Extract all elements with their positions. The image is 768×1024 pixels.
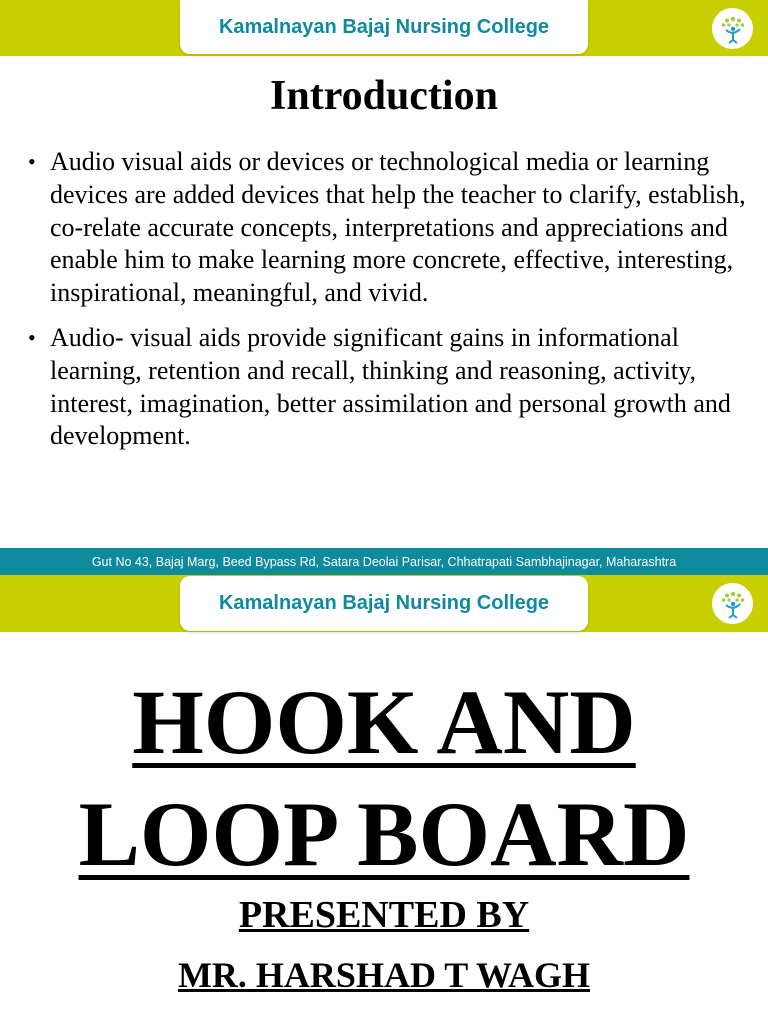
slide-title: Introduction xyxy=(270,73,498,119)
college-name: Kamalnayan Bajaj Nursing College xyxy=(218,592,550,614)
presenter-name: MR. HARSHAD T WAGH xyxy=(177,955,591,995)
college-name: Kamalnayan Bajaj Nursing College xyxy=(218,15,550,38)
bullet-dot-icon: • xyxy=(28,149,36,174)
list-item xyxy=(28,322,750,453)
college-name-tab xyxy=(180,576,588,631)
bullet-text: Audio- visual aids provide significant gains in informational learning, retention and recall, thinking and reasoning, activity, interest, imagination, better assimilation and personal growth and development. xyxy=(50,322,731,451)
tree-figure-logo-icon xyxy=(712,583,753,624)
slide-title-card xyxy=(0,575,768,1024)
main-title xyxy=(0,666,768,890)
bullet-dot-icon: • xyxy=(28,324,36,350)
bullet-list xyxy=(28,146,750,453)
tree-figure-logo-icon xyxy=(712,8,753,49)
title-line-1: HOOK AND xyxy=(132,671,636,773)
list-item xyxy=(28,146,750,310)
college-name-tab xyxy=(180,0,588,54)
presented-by-label: PRESENTED BY xyxy=(238,894,530,936)
address-text: Gut No 43, Bajaj Marg, Beed Bypass Rd, Satara Deolai Parisar, Chhatrapati Sambhajinagar, Maharashtra xyxy=(91,554,677,569)
bullet-text: Audio visual aids or devices or technological media or learning devices are added devices that help the teacher to clarify, establish, co-relate accurate concepts, interpretations and appreciations and enable him to make learning more concrete, effective, interesting, inspirational, meaningful, and vivid. xyxy=(50,147,746,308)
title-line-2: LOOP BOARD xyxy=(78,783,690,885)
address-footer xyxy=(0,548,768,575)
